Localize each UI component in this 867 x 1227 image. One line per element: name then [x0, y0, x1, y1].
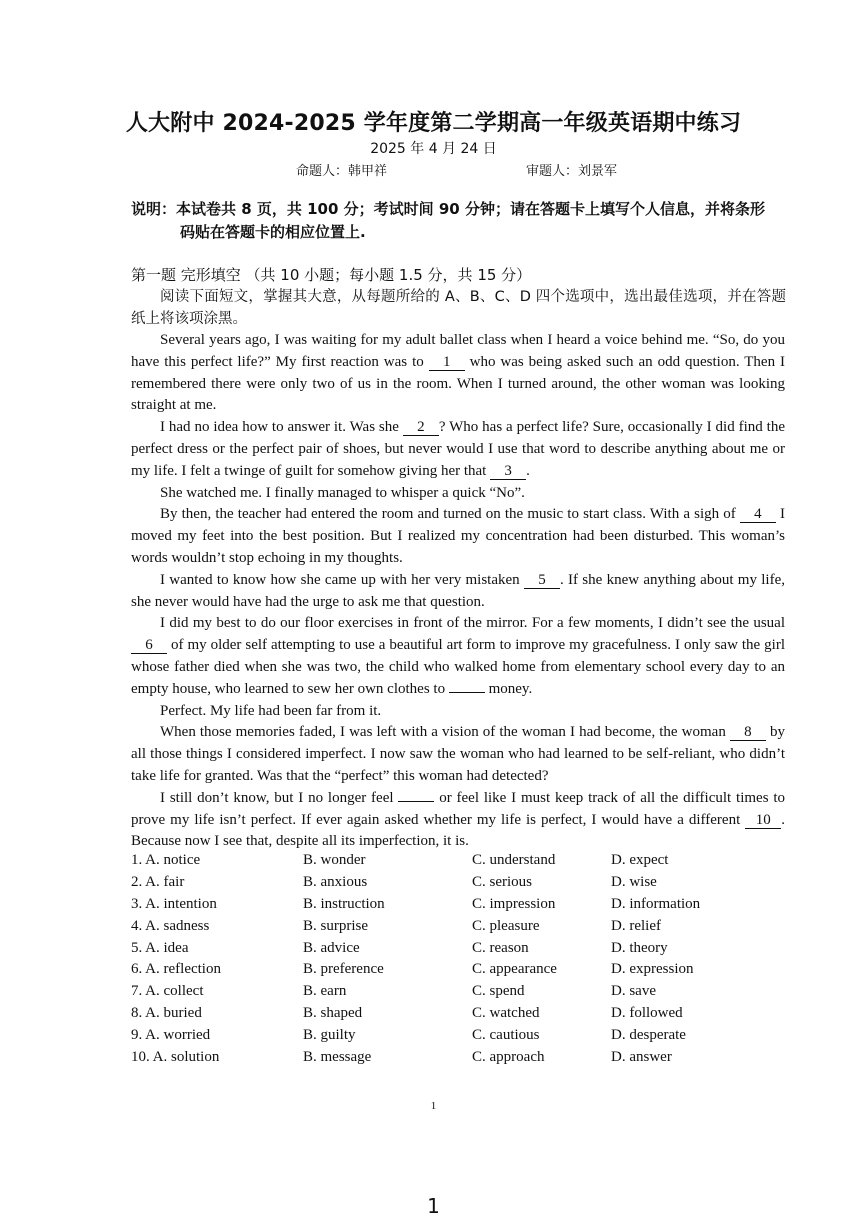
option-c: C. watched [472, 1005, 540, 1022]
option-d: D. desperate [611, 1027, 686, 1044]
option-d: D. save [611, 983, 656, 1000]
blank-9 [398, 801, 434, 802]
option-d: D. information [611, 895, 701, 912]
notes-line-1: 说明：本试卷共 8 页，共 100 分；考试时间 90 分钟；请在答题卡上填写个人信息，并将条形 [131, 200, 765, 218]
passage-paragraph: When those memories faded, I was left with a vision of the woman I had become, the woman 8 by all those things I considered imperfect. I now saw the woman who had learned to be self-reliant, who didn’t take life for granted. Was that the “perfect” this woman had detected? [131, 724, 785, 784]
option-a: 4. A. sadness [131, 917, 210, 934]
option-row [131, 1027, 791, 1049]
option-a: 3. A. intention [131, 895, 217, 912]
blank-10: 10 [745, 812, 781, 829]
option-d: D. expression [611, 961, 694, 978]
option-row [131, 983, 791, 1005]
page-number-large: 1 [427, 1194, 440, 1218]
option-row [131, 896, 791, 918]
option-d: D. answer [611, 1049, 672, 1066]
option-b: B. message [303, 1049, 372, 1066]
option-row [131, 852, 791, 874]
option-c: C. approach [472, 1049, 545, 1066]
option-d: D. theory [611, 939, 668, 956]
option-b: B. shaped [303, 1005, 363, 1022]
option-row [131, 961, 791, 983]
section-heading: 第一题 完形填空 （共 10 小题；每小题 1.5 分，共 15 分） [131, 266, 532, 284]
option-c: C. reason [472, 939, 529, 956]
passage-paragraph: I wanted to know how she came up with her very mistaken 5 . If she knew anything about my life, she never would have had the urge to ask me that question. [131, 571, 785, 610]
blank-2: 2 [403, 419, 439, 436]
option-row [131, 918, 791, 940]
exam-title: 人大附中 2024-2025 学年度第二学期高一年级英语期中练习 [125, 111, 742, 136]
option-d: D. expect [611, 852, 669, 868]
option-row [131, 940, 791, 962]
option-c: C. pleasure [472, 917, 540, 934]
option-c: C. cautious [472, 1027, 540, 1044]
blank-8: 8 [730, 724, 766, 741]
option-c: C. impression [472, 895, 556, 912]
option-b: B. earn [303, 983, 347, 1000]
passage-paragraph: Several years ago, I was waiting for my adult ballet class when I heard a voice behind me. “So, do you have this perfect life?” My first reaction was to 1 who was being asked such an odd question. Then I remembered there were only two of us in the room. When I turned around, the other woman was looking straight at me. [131, 332, 786, 414]
option-a: 2. A. fair [131, 873, 185, 890]
exam-notes [131, 198, 791, 244]
blank-6: 6 [131, 637, 167, 654]
option-b: B. anxious [303, 873, 368, 890]
option-a: 10. A. solution [131, 1049, 220, 1066]
passage-paragraph: I had no idea how to answer it. Was she 2 ? Who has a perfect life? Sure, occasionally I did find the perfect dress or the perfect pair of shoes, but never would I use that word to describe anything about me or my life. I felt a twinge of guilt for somehow giving her that 3 . [131, 419, 785, 479]
question-setter: 命题人：韩甲祥 [296, 164, 388, 179]
passage-paragraph: She watched me. I finally managed to whisper a quick “No”. [160, 484, 525, 501]
option-b: B. surprise [303, 917, 368, 934]
passage-paragraph: Perfect. My life had been far from it. [160, 702, 382, 719]
option-c: C. appearance [472, 961, 557, 978]
question-reviewer: 审题人：刘景军 [526, 164, 618, 179]
blank-4: 4 [740, 506, 776, 523]
option-a: 7. A. collect [131, 983, 204, 1000]
option-b: B. wonder [303, 852, 366, 868]
option-d: D. followed [611, 1005, 683, 1022]
option-c: C. understand [472, 852, 556, 868]
option-row [131, 1049, 791, 1071]
section-instruction: 阅读下面短文，掌握其大意，从每题所给的 A、B、C、D 四个选项中，选出最佳选项，并在答题纸上将该项涂黑。 [131, 289, 786, 327]
option-a: 8. A. buried [131, 1005, 202, 1022]
option-a: 5. A. idea [131, 939, 189, 956]
passage-paragraph: I still don’t know, but I no longer feel or feel like I must keep track of all the difficult times to prove my life isn’t perfect. If ever again asked whether my life is perfect, I would have a different 10 . Because now I see that, despite all its imperfection, it is. [131, 789, 786, 850]
option-row [131, 1005, 791, 1027]
option-b: B. instruction [303, 895, 385, 912]
blank-7 [449, 692, 485, 693]
option-row [131, 874, 791, 896]
answer-options [131, 852, 791, 1071]
option-a: 1. A. notice [131, 852, 201, 868]
option-a: 9. A. worried [131, 1027, 211, 1044]
page-number-small: 1 [430, 1100, 437, 1112]
notes-line-2: 码贴在答题卡的相应位置上. [180, 223, 366, 241]
cloze-passage [131, 330, 785, 853]
blank-1: 1 [429, 354, 465, 371]
option-a: 6. A. reflection [131, 961, 221, 978]
option-d: D. relief [611, 917, 661, 934]
option-b: B. advice [303, 939, 360, 956]
passage-paragraph: I did my best to do our floor exercises in front of the mirror. For a few moments, I didn’t see the usual 6 of my older self attempting to use a beautiful art form to improve my gracefulness. I only saw the girl whose father died when she was two, the child who walked home from elementary school every day to an empty house, who learned to sew her own clothes to money. [131, 615, 786, 697]
passage-paragraph: By then, the teacher had entered the room and turned on the music to start class. With a sigh of 4 I moved my feet into the best position. But I realized my concentration had been disturbed. This woman’s words wouldn’t stop echoing in my thoughts. [131, 506, 786, 566]
option-b: B. preference [303, 961, 384, 978]
option-c: C. spend [472, 983, 525, 1000]
option-d: D. wise [611, 873, 657, 890]
blank-5: 5 [524, 572, 560, 589]
blank-3: 3 [490, 463, 526, 480]
option-c: C. serious [472, 873, 532, 890]
option-b: B. guilty [303, 1027, 356, 1044]
exam-date: 2025 年 4 月 24 日 [370, 141, 497, 157]
